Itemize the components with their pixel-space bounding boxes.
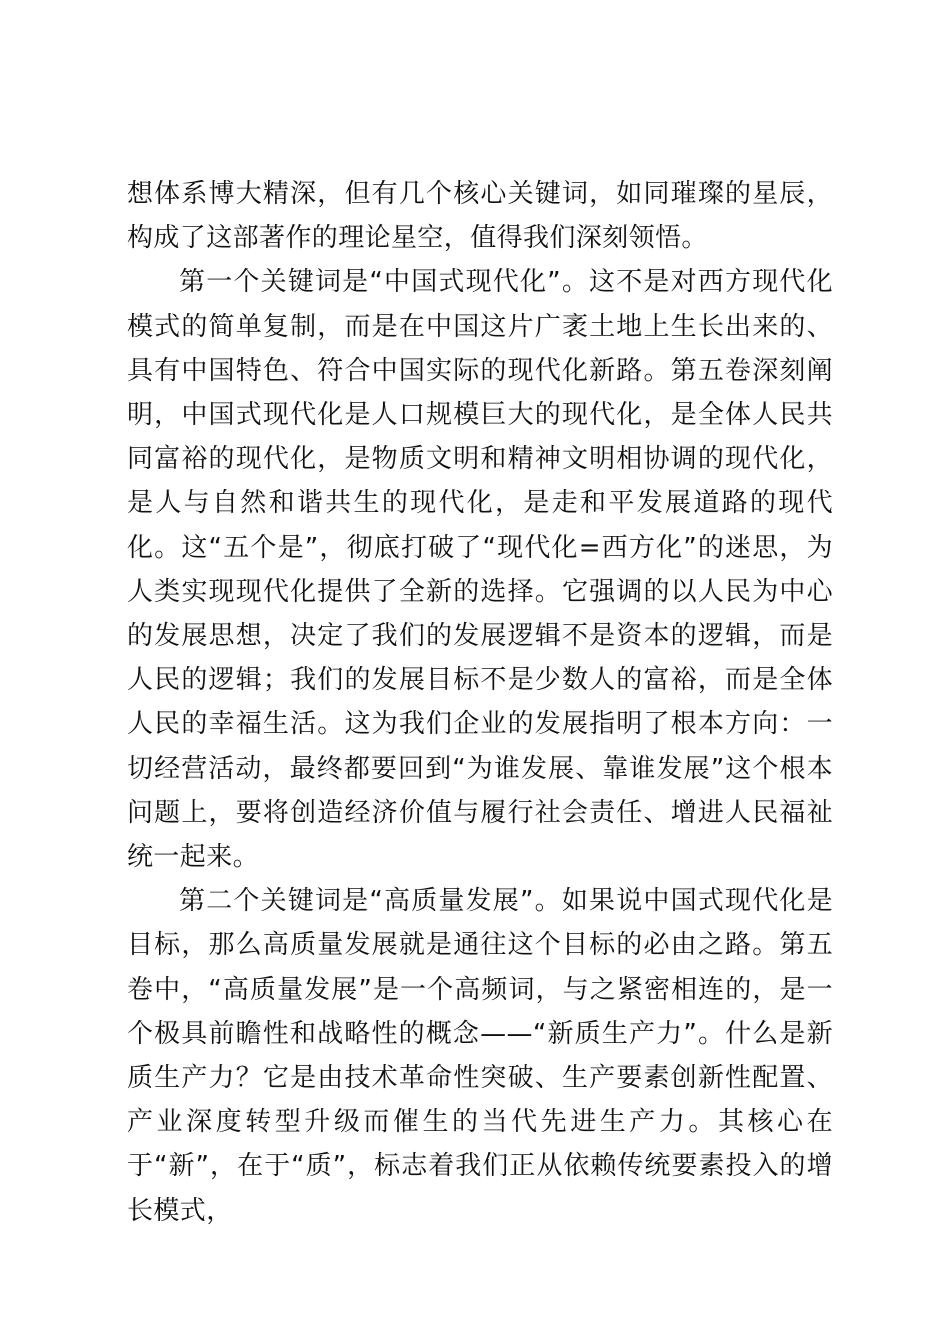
paragraph-continued: 想体系博大精深，但有几个核心关键词，如同璀璨的星辰，构成了这部著作的理论星空，值得我们深刻领悟。 [127, 179, 833, 254]
paragraph-keyword-high-quality-development: 第二个关键词是“高质量发展”。如果说中国式现代化是目标，那么高质量发展就是通往这个目标的必由之路。第五卷中，“高质量发展”是一个高频词，与之紧密相连的，是一个极具前瞻性和战略性的概念——“新质生产力”。什么是新质生产力？它是由技术革命性突破、生产要素创新性配置、产业深度转型升级而催生的当代先进生产力。其核心在于“新”，在于“质”，标志着我们正从依赖传统要素投入的增长模式， [127, 886, 833, 1226]
paragraph-keyword-chinese-modernization: 第一个关键词是“中国式现代化”。这不是对西方现代化模式的简单复制，而是在中国这片广袤土地上生长出来的、具有中国特色、符合中国实际的现代化新路。第五卷深刻阐明，中国式现代化是人口规模巨大的现代化，是全体人民共同富裕的现代化，是物质文明和精神文明相协调的现代化，是人与自然和谐共生的现代化，是走和平发展道路的现代化。这“五个是”，彻底打破了“现代化=西方化”的迷思，为人类实现现代化提供了全新的选择。它强调的以人民为中心的发展思想，决定了我们的发展逻辑不是资本的逻辑，而是人民的逻辑；我们的发展目标不是少数人的富裕，而是全体人民的幸福生活。这为我们企业的发展指明了根本方向：一切经营活动，最终都要回到“为谁发展、靠谁发展”这个根本问题上，要将创造经济价值与履行社会责任、增进人民福祉统一起来。 [127, 267, 833, 873]
document-body [127, 172, 833, 1233]
